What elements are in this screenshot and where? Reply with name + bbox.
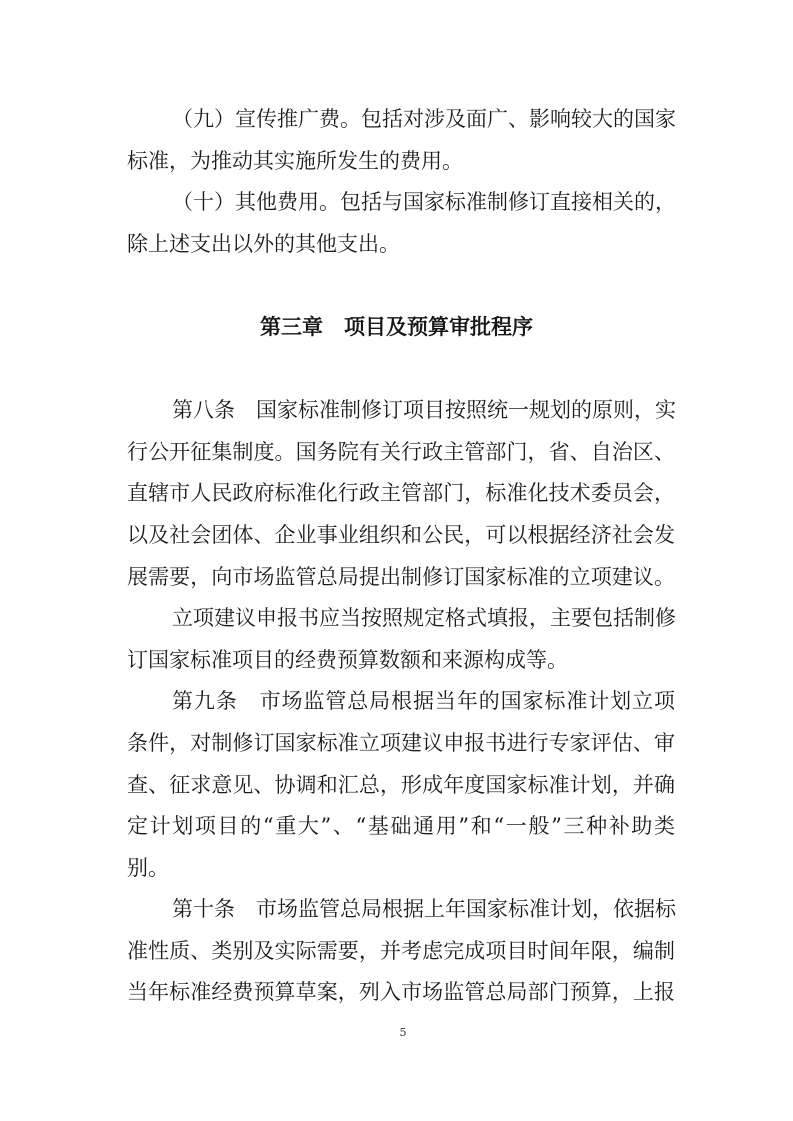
text-line: 第十条 市场监管总局根据上年国家标准计划，依据标 (172, 897, 676, 922)
text-line: 第九条 市场监管总局根据当年的国家标准计划立项 (172, 689, 675, 714)
text-line: 查、征求意见、协调和汇总，形成年度国家标准计划，并确 (127, 772, 675, 797)
text-line: 别。 (127, 855, 169, 880)
text-line: 定计划项目的“重大”、“基础通用”和“一般”三种补助类 (127, 814, 675, 839)
expense-item-9 (0, 99, 793, 182)
chapter-heading: 第三章 项目及预算审批程序 (260, 314, 533, 339)
text-line: 除上述支出以外的其他支出。 (127, 231, 400, 256)
text-line: 当年标准经费预算草案，列入市场监管总局部门预算，上报 (127, 980, 675, 1005)
text-line: 立项建议申报书应当按照规定格式填报，主要包括制修 (172, 606, 676, 631)
text-line: 准性质、类别及实际需要，并考虑完成项目时间年限，编制 (127, 938, 675, 963)
text-line: 订国家标准项目的经费预算数额和来源构成等。 (127, 647, 568, 672)
text-line: 第八条 国家标准制修订项目按照统一规划的原则，实 (172, 398, 676, 423)
document-body (0, 99, 793, 1014)
text-line: 条件，对制修订国家标准立项建议申报书进行专家评估、审 (127, 730, 675, 755)
article-10 (0, 889, 793, 1014)
text-line: （十）其他费用。包括与国家标准制修订直接相关的， (172, 190, 676, 215)
text-line: 标准，为推动其实施所发生的费用。 (127, 148, 463, 173)
text-line: 展需要，向市场监管总局提出制修订国家标准的立项建议。 (127, 564, 675, 589)
text-line: 直辖市人民政府标准化行政主管部门，标准化技术委员会， (127, 481, 675, 506)
text-line: （九）宣传推广费。包括对涉及面广、影响较大的国家 (172, 107, 676, 131)
article-8 (0, 390, 793, 598)
text-line: 以及社会团体、企业事业组织和公民，可以根据经济社会发 (127, 522, 675, 547)
page-number: 5 (399, 1026, 407, 1039)
article-8-paragraph-2 (0, 598, 793, 681)
text-line: 行公开征集制度。国务院有关行政主管部门，省、自治区、 (127, 439, 675, 464)
expense-item-10 (0, 182, 793, 265)
article-9 (0, 681, 793, 889)
